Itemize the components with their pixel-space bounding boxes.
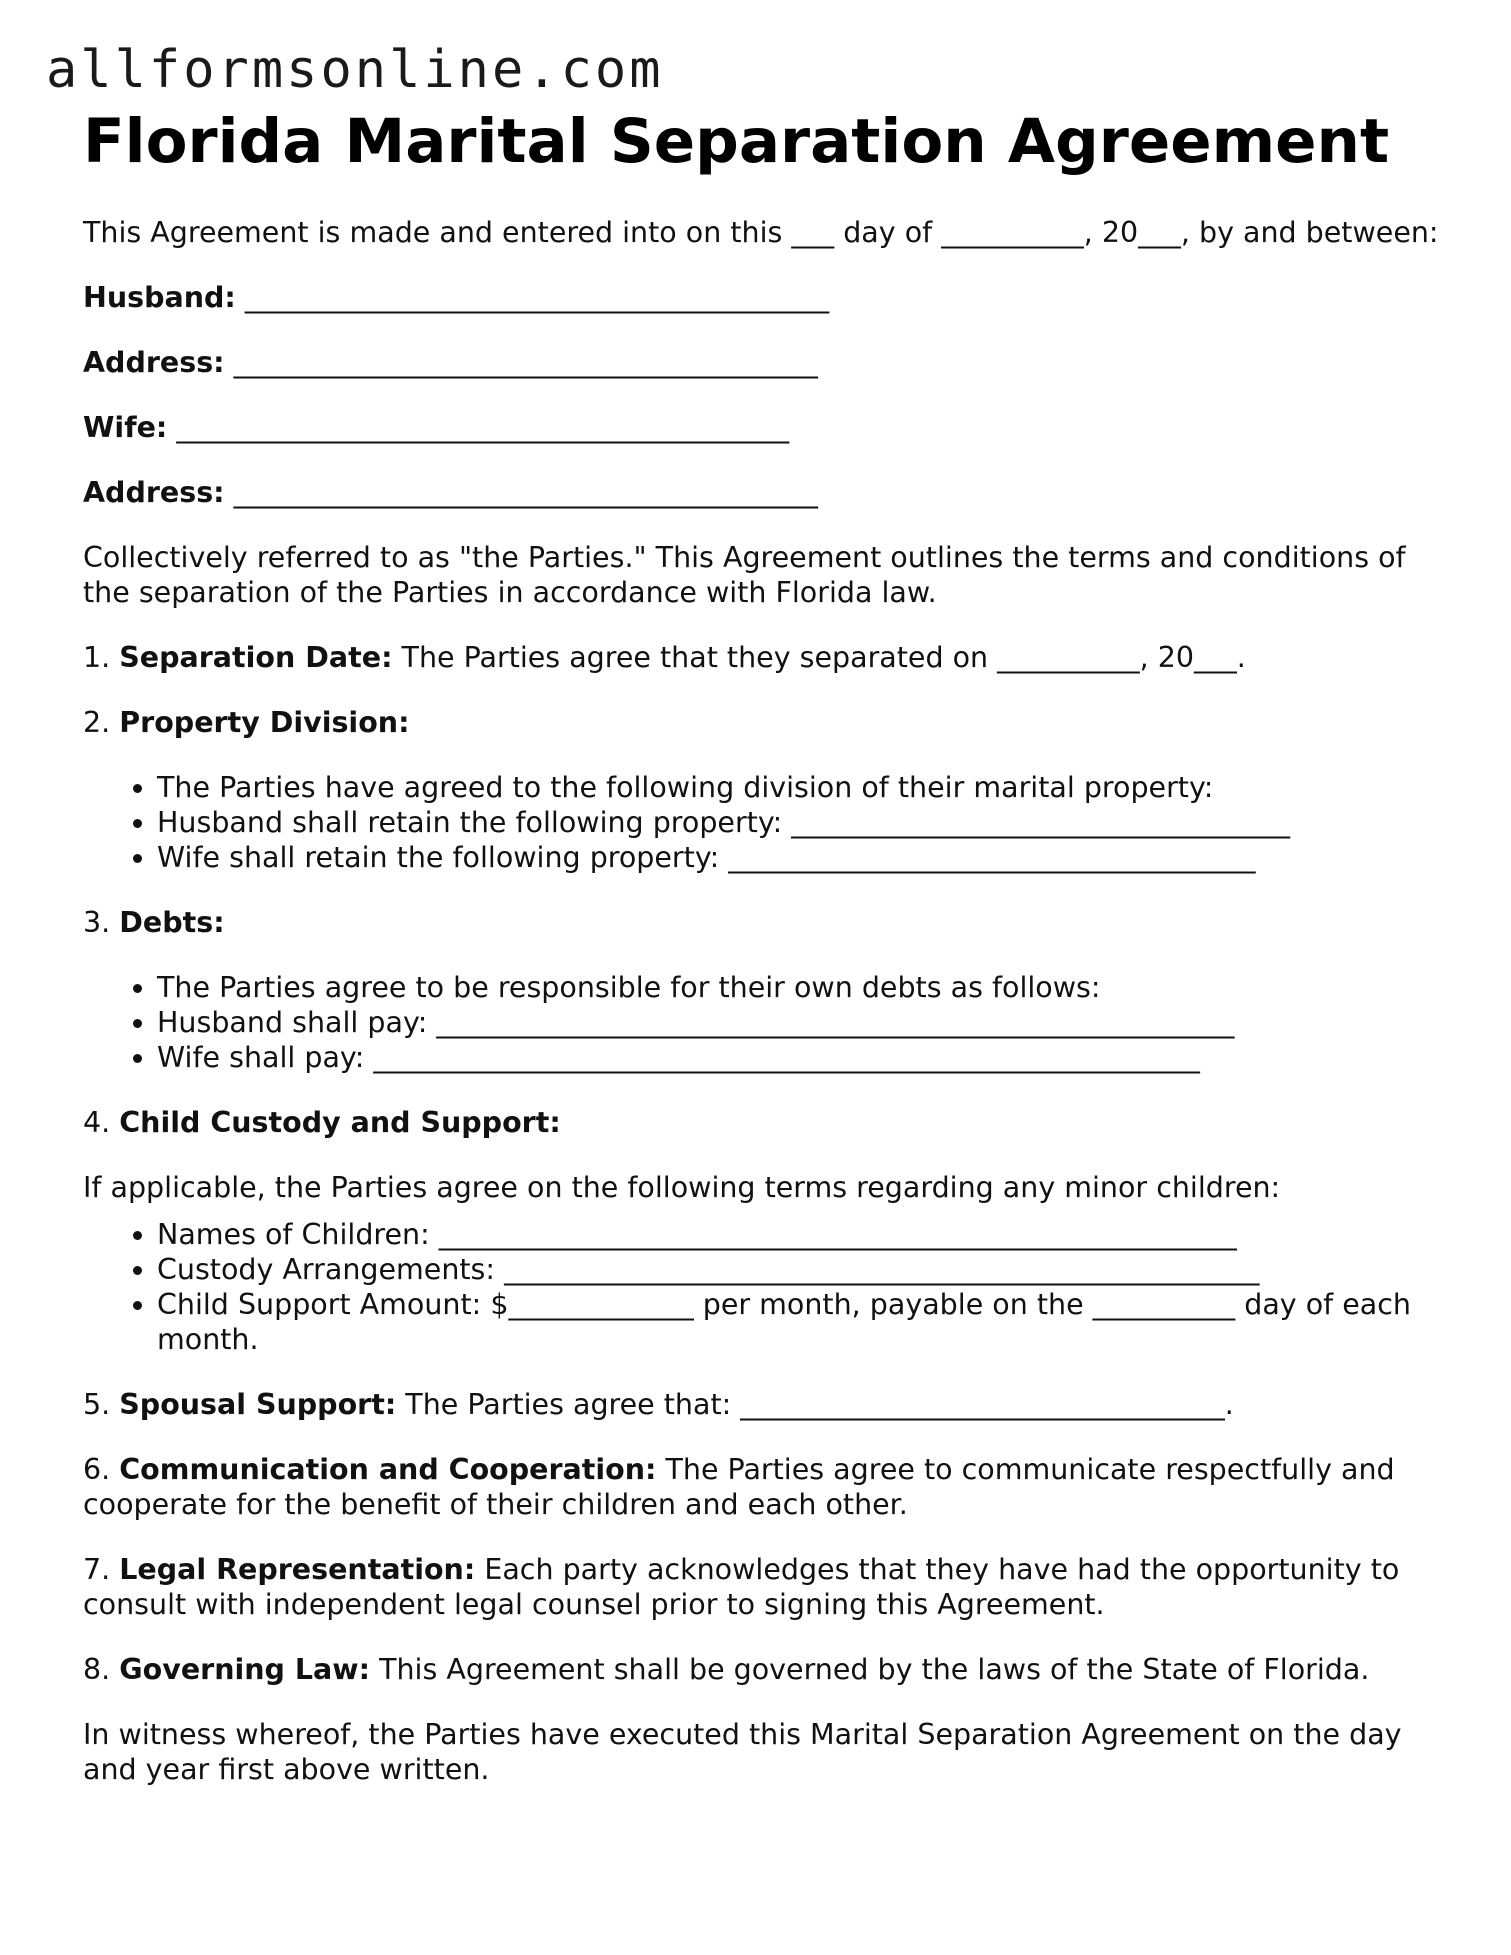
section-heading: Governing Law:	[119, 1653, 370, 1686]
husband-label: Husband:	[83, 281, 236, 314]
list-item[interactable]: • Child Support Amount: $_____________ per month, payable on the __________ day of each month.	[157, 1287, 1443, 1357]
list-item[interactable]: • Husband shall retain the following property: ___________________________________	[157, 805, 1443, 840]
agreement-document	[83, 106, 1443, 1787]
section-number: 2.	[83, 706, 111, 739]
section-text[interactable]: The Parties agree that they separated on __________, 20___.	[401, 641, 1246, 674]
section-heading: Legal Representation:	[119, 1553, 476, 1586]
husband-address-line	[83, 345, 1443, 380]
closing-paragraph: In witness whereof, the Parties have executed this Marital Separation Agreement on the day and year first above written.	[83, 1718, 1402, 1786]
section-legal-representation	[83, 1552, 1443, 1622]
section-property-division	[83, 705, 1443, 740]
section-child-custody	[83, 1105, 1443, 1140]
section-number: 5.	[83, 1388, 111, 1421]
section-separation-date	[83, 640, 1443, 675]
debts-list	[83, 970, 1443, 1075]
section-heading: Child Custody and Support:	[119, 1106, 561, 1139]
section-communication	[83, 1452, 1443, 1522]
section-heading: Property Division:	[119, 706, 410, 739]
husband-blank[interactable]: _________________________________________	[244, 281, 830, 314]
section-text: This Agreement shall be governed by the laws of the State of Florida.	[379, 1653, 1370, 1686]
section-governing-law	[83, 1652, 1443, 1687]
document-title: Florida Marital Separation Agreement	[83, 106, 1390, 177]
section-number: 7.	[83, 1553, 111, 1586]
wife-address-label: Address:	[83, 476, 225, 509]
list-item[interactable]: • Husband shall pay: ________________________________________________________	[157, 1005, 1443, 1040]
section-debts	[83, 905, 1443, 940]
section-number: 4.	[83, 1106, 111, 1139]
section-heading: Spousal Support:	[119, 1388, 397, 1421]
list-item[interactable]: • Custody Arrangements: _____________________________________________________	[157, 1252, 1443, 1287]
site-watermark: allformsonline.com	[46, 40, 664, 100]
section-number: 3.	[83, 906, 111, 939]
section-text: The Parties agree to communicate respectfully and cooperate for the benefit of their children and each other.	[83, 1453, 1395, 1521]
list-item: • The Parties have agreed to the following division of their marital property:	[157, 770, 1443, 805]
list-item: • The Parties agree to be responsible for their own debts as follows:	[157, 970, 1443, 1005]
wife-address-line	[83, 475, 1443, 510]
collectively-paragraph: Collectively referred to as "the Parties." This Agreement outlines the terms and conditions of the separation of the Parties in accordance with Florida law.	[83, 541, 1406, 609]
section-heading: Debts:	[119, 906, 225, 939]
husband-line	[83, 280, 1443, 315]
list-item[interactable]: • Wife shall pay: __________________________________________________________	[157, 1040, 1443, 1075]
property-list	[83, 770, 1443, 875]
section-text: Each party acknowledges that they have had the opportunity to consult with independent legal counsel prior to signing this Agreement.	[83, 1553, 1400, 1621]
list-item[interactable]: • Wife shall retain the following property: _____________________________________	[157, 840, 1443, 875]
section-heading: Separation Date:	[119, 641, 393, 674]
section-text[interactable]: The Parties agree that: __________________________________.	[405, 1388, 1234, 1421]
wife-blank[interactable]: ___________________________________________	[176, 411, 790, 444]
wife-address-blank[interactable]: _________________________________________	[233, 476, 818, 509]
section-heading: Communication and Cooperation:	[119, 1453, 657, 1486]
wife-line	[83, 410, 1443, 445]
husband-address-label: Address:	[83, 346, 225, 379]
list-item[interactable]: • Names of Children: ________________________________________________________	[157, 1217, 1443, 1252]
section-spousal-support	[83, 1387, 1443, 1422]
intro-paragraph: This Agreement is made and entered into on this ___ day of __________, 20___, by and between:	[83, 216, 1439, 249]
section-number: 8.	[83, 1653, 111, 1686]
child-custody-list	[83, 1217, 1443, 1357]
section-number: 1.	[83, 641, 111, 674]
section-number: 6.	[83, 1453, 111, 1486]
wife-label: Wife:	[83, 411, 168, 444]
husband-address-blank[interactable]: _________________________________________	[233, 346, 818, 379]
child-custody-intro: If applicable, the Parties agree on the following terms regarding any minor children:	[83, 1171, 1281, 1204]
